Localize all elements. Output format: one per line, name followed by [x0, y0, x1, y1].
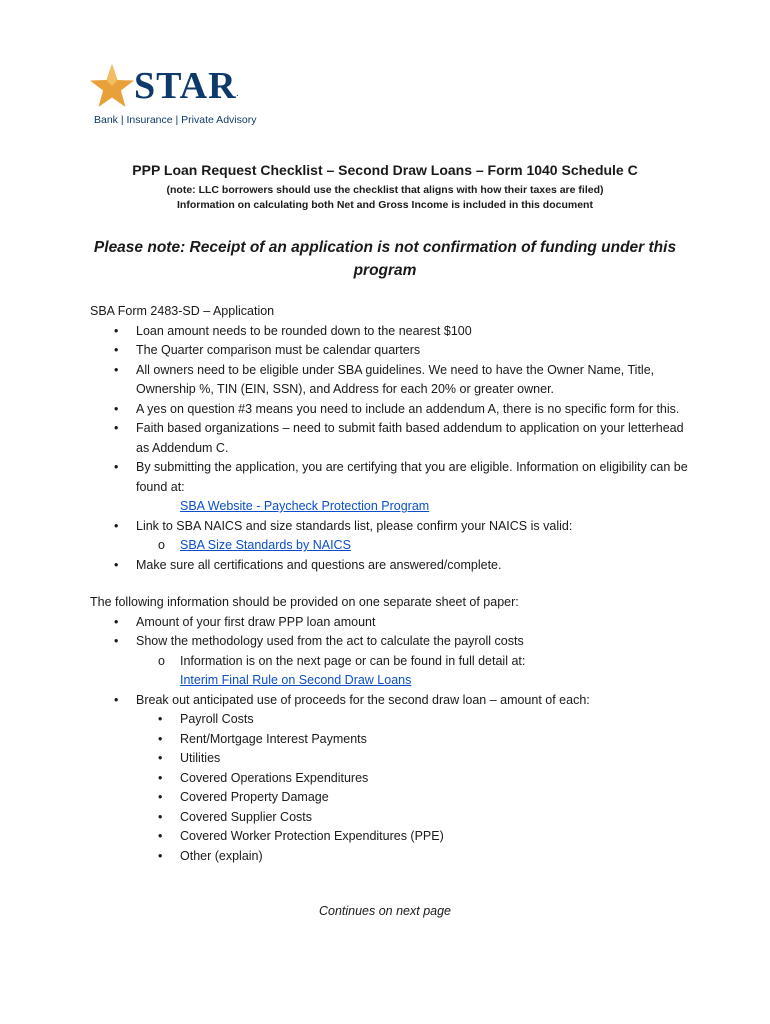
logo-wordmark: STAR: [134, 65, 237, 107]
use-item: • Payroll Costs: [90, 710, 700, 730]
list-item: • All owners need to be eligible under SBA guidelines. We need to have the Owner Name, Title, Ownership %, TIN (EIN, SSN), and Address for each 20% or greater owner.: [90, 361, 700, 400]
llc-note: (note: LLC borrowers should use the checklist that aligns with how their taxes are filed): [166, 184, 604, 196]
use-item: • Utilities: [90, 749, 700, 769]
list-item: • Loan amount needs to be rounded down to the nearest $100: [90, 322, 700, 342]
link-line: [90, 497, 700, 517]
list-item: • Show the methodology used from the act to calculate the payroll costs: [90, 632, 700, 652]
use-item: • Covered Operations Expenditures: [90, 769, 700, 789]
logo-tagline: Bank | Insurance | Private Advisory: [94, 114, 257, 126]
use-item: • Rent/Mortgage Interest Payments: [90, 730, 700, 750]
sub-list-item: [90, 536, 700, 556]
logo-trademark: .: [236, 90, 239, 98]
sba-naics-link[interactable]: SBA Size Standards by NAICS: [180, 538, 351, 552]
list-item: • Break out anticipated use of proceeds for the second draw loan – amount of each:: [90, 691, 700, 711]
list-item: • Faith based organizations – need to submit faith based addendum to application on your letterhead as Addendum C.: [90, 419, 700, 458]
list-item: • By submitting the application, you are certifying that you are eligible. Information on eligibility can be found at:: [90, 458, 700, 497]
sba-ppp-link[interactable]: SBA Website - Paycheck Protection Program: [180, 499, 430, 513]
page-title: PPP Loan Request Checklist – Second Draw Loans – Form 1040 Schedule C: [132, 162, 638, 178]
link-line: [90, 671, 700, 691]
income-note: Information on calculating both Net and Gross Income is included in this document: [177, 199, 593, 211]
separate-sheet-list: [90, 613, 700, 867]
list-item: • A yes on question #3 means you need to include an addendum A, there is no specific form for this.: [90, 400, 700, 420]
use-item: • Covered Worker Protection Expenditures (PPE): [90, 827, 700, 847]
interim-final-rule-link[interactable]: Interim Final Rule on Second Draw Loans: [180, 673, 412, 687]
funding-notice: Please note: Receipt of an application is not confirmation of funding under this program: [93, 239, 677, 279]
application-checklist: [90, 322, 700, 576]
sub-list-item: o Information is on the next page or can be found in full detail at:: [90, 652, 700, 672]
list-item: • Link to SBA NAICS and size standards list, please confirm your NAICS is valid:: [90, 517, 700, 537]
checklist-body: [90, 302, 700, 866]
section1-heading: SBA Form 2483-SD – Application: [90, 304, 275, 318]
list-item: • Amount of your first draw PPP loan amount: [90, 613, 700, 633]
use-item: • Covered Property Damage: [90, 788, 700, 808]
list-item: • The Quarter comparison must be calendar quarters: [90, 341, 700, 361]
star-bank-logo: [88, 60, 266, 132]
star-logo-icon: [88, 62, 136, 110]
continues-footer: Continues on next page: [318, 904, 452, 918]
use-item: • Other (explain): [90, 847, 700, 867]
section2-heading: The following information should be provided on one separate sheet of paper:: [90, 595, 519, 609]
use-item: • Covered Supplier Costs: [90, 808, 700, 828]
list-item: • Make sure all certifications and questions are answered/complete.: [90, 556, 700, 576]
